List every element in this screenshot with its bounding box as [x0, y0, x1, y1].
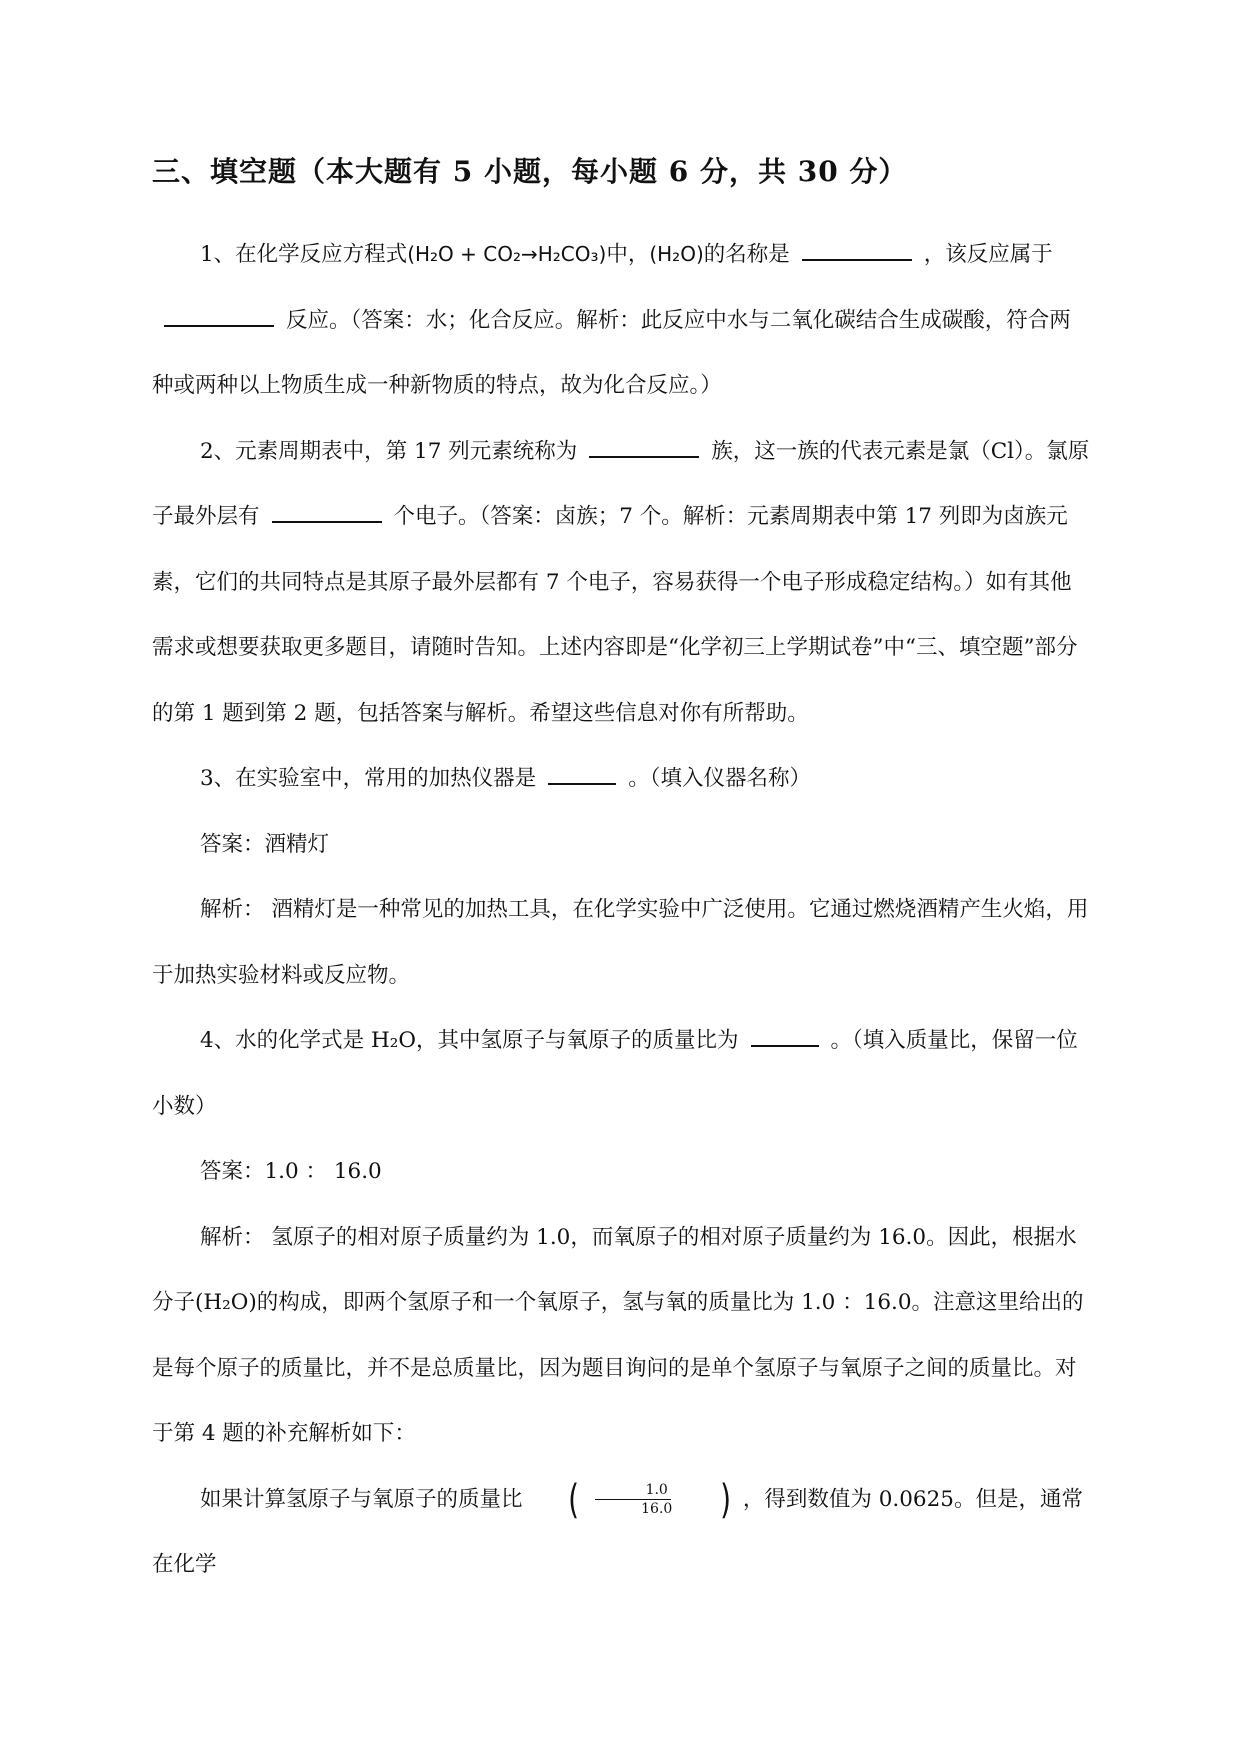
q2-answer-blank-1[interactable]: [589, 436, 699, 458]
q1-answer-blank-1[interactable]: [802, 239, 912, 261]
q4-supplement: [152, 1467, 1092, 1598]
q3-after-blank: 。（填入仪器名称）: [628, 766, 811, 791]
q3-analysis: 解析： 酒精灯是一种常见的加热工具，在化学实验中广泛使用。它通过燃烧酒精产生火焰，用于加热实验材料或反应物。: [152, 897, 1089, 988]
q1-formula-equation: (H₂O + CO₂→H₂CO₃): [407, 242, 607, 266]
q4-answer-blank[interactable]: [751, 1025, 819, 1047]
q4-supplement-prefix: 如果计算氢原子与氧原子的质量比: [200, 1486, 523, 1512]
left-paren-icon: (: [567, 1476, 579, 1523]
q3-answer-blank[interactable]: [548, 763, 616, 785]
mass-ratio-fraction: [525, 1476, 741, 1523]
q1-answer-blank-2[interactable]: [164, 305, 274, 327]
q4-analysis: 解析： 氢原子的相对原子质量约为 1.0，而氧原子的相对原子质量约为 16.0。因此，根据水分子(H₂O)的构成，即两个氢原子和一个氧原子，氢与氧的质量比为 1.0 ：16.0。注意这里给出的是每个原子的质量比，并不是总质量比，因为题目询问的是单个氢原子与氧原子之间的质量比。对于第 4 题的补充解析如下：: [152, 1224, 1084, 1446]
q1-after-blank-1: ，该反应属于: [923, 242, 1053, 267]
q1-prefix: 1、在化学反应方程式: [200, 242, 408, 267]
section-heading: 三、填空题（本大题有 5 小题，每小题 6 分，共 30 分）: [152, 155, 908, 188]
question-2: [152, 419, 1092, 747]
q1-mid: 中，: [606, 242, 650, 267]
q1-name-label: 的名称是: [703, 242, 790, 267]
document-body: [152, 222, 1092, 1598]
q2-answer-blank-2[interactable]: [272, 501, 382, 523]
q4-answer: 答案：1.0 ： 16.0: [200, 1159, 382, 1184]
q3-prefix: 3、在实验室中，常用的加热仪器是: [200, 766, 537, 791]
q2-prefix: 2、元素周期表中，第 17 列元素统称为: [200, 438, 578, 464]
q2-after-blank-2: 个电子。（答案：卤族；7 个。解析：元素周期表中第 17 列即为卤族元素，它们的共同特点是其原子最外层都有 7 个电子，容易获得一个电子形成稳定结构。）如有其他需求或想要获取更多题目，请随时告知。上述内容即是“化学初三上学期试卷”中“三、填空题”部分的第 1 题到第 2 题，包括答案与解析。希望这些信息对你有所帮助。: [152, 504, 1078, 726]
question-4: [152, 1008, 1092, 1139]
question-3: [152, 746, 1092, 812]
right-paren-icon: ): [720, 1476, 732, 1523]
q4-supplement-suffix: ，得到数值为 0.0625。但是，通常在化学: [152, 1486, 1083, 1577]
fraction-denominator: 16.0: [641, 1501, 673, 1517]
q4-prefix: 4、水的化学式是 H₂O，其中氢原子与氧原子的质量比为: [200, 1028, 739, 1053]
q1-after-blank-2: 反应。（答案：水；化合反应。解析：此反应中水与二氧化碳结合生成碳酸，符合两种或两种以上物质生成一种新物质的特点，故为化合反应。）: [152, 307, 1071, 398]
fraction-numerator: 1.0: [595, 1481, 671, 1500]
q4-after-blank: 。（填入质量比，保留一位小数）: [152, 1028, 1078, 1119]
q1-formula-water: (H₂O): [649, 242, 704, 266]
question-1: [152, 222, 1092, 419]
q3-answer: 答案：酒精灯: [200, 831, 330, 857]
q2-after-blank-1: 族，这一族的代表元素是氯（Cl）。氯原子最外层有: [152, 438, 1090, 529]
